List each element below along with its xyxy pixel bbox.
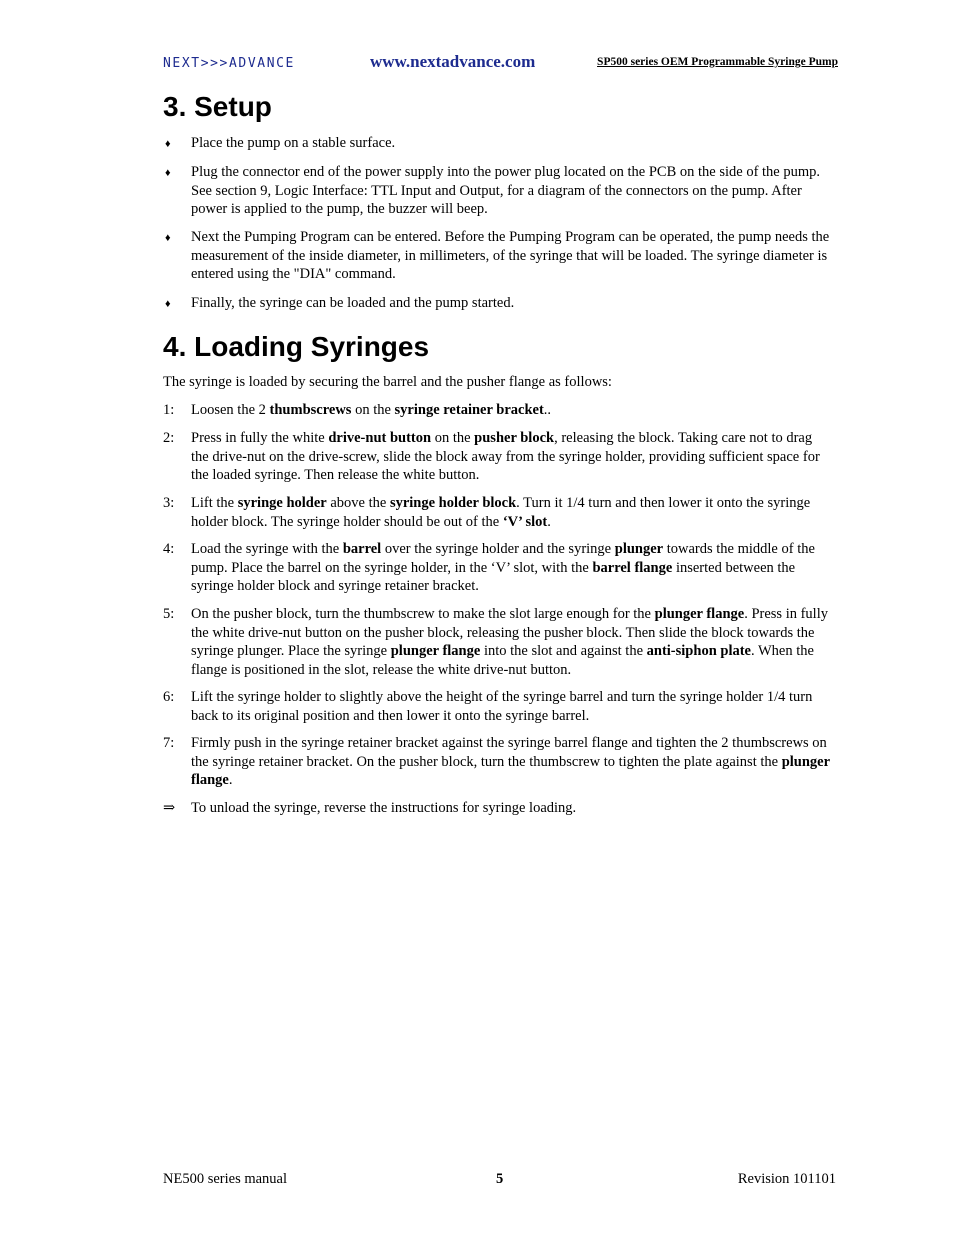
step-text bbox=[191, 494, 833, 531]
step-text bbox=[191, 734, 833, 790]
step-text-run: , releasing the block. Taking care not to drag the drive-nut on the drive-screw, slide the block away from the syringe holder, providing sufficient space for the loaded syringe. Then release the white button. bbox=[191, 430, 820, 483]
loading-step bbox=[163, 605, 833, 679]
footer-manual-title: NE500 series manual bbox=[163, 1171, 288, 1187]
step-text bbox=[191, 605, 833, 679]
setup-item-text: Next the Pumping Program can be entered. Before the Pumping Program can be operated, the pump needs the measurement of the inside diameter, in millimeters, of the syringe that will be loaded. The syringe diameter is entered using the "DIA" command. bbox=[191, 229, 830, 282]
step-text-run: inserted between the syringe holder block and syringe retainer bracket. bbox=[191, 559, 796, 594]
step-text bbox=[191, 401, 833, 420]
step-text-run: Lift the bbox=[191, 495, 238, 511]
step-text-run: on the bbox=[351, 402, 395, 418]
bold-term: drive-nut button bbox=[328, 430, 432, 446]
loading-step bbox=[163, 540, 833, 596]
loading-step bbox=[163, 734, 833, 790]
step-number: 6: bbox=[163, 689, 175, 705]
step-text-run: above the bbox=[326, 495, 390, 511]
setup-item-text: Plug the connector end of the power supply into the power plug located on the PCB on the side of the pump. See section 9, Logic Interface: TTL Input and Output, for a diagram of the connectors on the pump. After power is applied to the pump, the buzzer will beep. bbox=[191, 164, 821, 217]
bold-term: barrel flange bbox=[592, 559, 673, 576]
bold-term: plunger flange bbox=[390, 643, 481, 659]
step-text-run: . When the flange is positioned in the slot, release the white drive-nut button. bbox=[191, 643, 814, 678]
unload-note bbox=[163, 799, 833, 818]
step-text bbox=[191, 429, 833, 485]
unload-note-text: To unload the syringe, reverse the instructions for syringe loading. bbox=[191, 800, 577, 816]
bold-term: ‘V’ slot bbox=[502, 513, 548, 530]
step-text-run: . Press in fully the white drive-nut button on the pusher block, releasing the pusher block. Then slide the block towards the syringe plunger. Place the syringe bbox=[191, 606, 828, 659]
page-header bbox=[163, 52, 838, 74]
setup-item-text: Finally, the syringe can be loaded and the pump started. bbox=[191, 295, 515, 311]
bold-term: thumbscrews bbox=[269, 402, 352, 418]
step-text-run: . Turn it 1/4 turn and then lower it onto the syringe holder block. The syringe holder should be out of the bbox=[191, 495, 811, 530]
step-text-run: .. bbox=[543, 402, 552, 418]
step-number: 4: bbox=[163, 541, 175, 557]
bold-term: barrel bbox=[342, 541, 382, 557]
step-text-run: . bbox=[547, 513, 551, 530]
step-text-run: Load the syringe with the bbox=[191, 541, 343, 557]
step-text-run: towards the middle of the pump. Place the barrel on the syringe holder, in the ‘V’ slot, with the bbox=[191, 541, 815, 576]
section-title-loading-syringes: 4. Loading Syringes bbox=[163, 331, 430, 362]
product-title: SP500 series OEM Programmable Syringe Pump bbox=[597, 56, 838, 68]
setup-item bbox=[163, 134, 833, 153]
step-text-run: Loosen the 2 bbox=[191, 402, 270, 418]
website-link[interactable]: www.nextadvance.com bbox=[370, 52, 536, 71]
bold-term: plunger bbox=[614, 541, 664, 557]
bold-term: syringe holder bbox=[237, 495, 327, 511]
setup-item bbox=[163, 228, 833, 284]
section-title-setup: 3. Setup bbox=[163, 91, 272, 122]
step-text-run: Lift the syringe holder to slightly above the height of the syringe barrel and turn the syringe holder 1/4 turn back to its original position and then lower it onto the syringe barrel. bbox=[191, 689, 813, 724]
bold-term: plunger flange bbox=[191, 753, 830, 788]
step-text-run: Firmly push in the syringe retainer bracket against the syringe barrel flange and tighten the 2 thumbscrews on the syringe retainer bracket. On the pusher block, turn the thumbscrew to tighten the plate against the bbox=[191, 735, 827, 770]
loading-step bbox=[163, 494, 833, 531]
step-text-run: On the pusher block, turn the thumbscrew to make the slot large enough for the bbox=[191, 606, 655, 622]
loading-step bbox=[163, 401, 833, 420]
company-logo: NEXT>>>ADVANCE bbox=[163, 56, 295, 71]
step-text-run: into the slot and against the bbox=[480, 643, 647, 659]
loading-step bbox=[163, 688, 833, 725]
bullet-marker: ♦ bbox=[165, 167, 171, 179]
bullet-marker: ♦ bbox=[165, 232, 171, 244]
setup-item bbox=[163, 163, 833, 219]
step-number: 7: bbox=[163, 735, 175, 751]
step-text-run: over the syringe holder and the syringe bbox=[381, 541, 615, 557]
step-number: 5: bbox=[163, 606, 175, 622]
step-number: 3: bbox=[163, 495, 175, 511]
step-text-run: on the bbox=[431, 430, 475, 446]
step-text bbox=[191, 540, 833, 596]
page-footer bbox=[163, 1171, 836, 1191]
step-text-run: Press in fully the white bbox=[191, 430, 329, 446]
bullet-marker: ♦ bbox=[165, 298, 171, 310]
loading-step bbox=[163, 429, 833, 485]
footer-revision: Revision 101101 bbox=[737, 1171, 836, 1187]
step-text-run: . bbox=[228, 772, 233, 788]
bold-term: syringe holder block bbox=[389, 495, 517, 511]
bold-term: syringe retainer bracket bbox=[394, 402, 544, 418]
bold-term: plunger flange bbox=[654, 606, 745, 622]
bullet-marker: ♦ bbox=[165, 138, 171, 150]
loading-intro: The syringe is loaded by securing the barrel and the pusher flange as follows: bbox=[163, 374, 612, 390]
setup-item-text: Place the pump on a stable surface. bbox=[191, 135, 396, 151]
step-number: 2: bbox=[163, 430, 175, 446]
page-number: 5 bbox=[496, 1171, 504, 1187]
bold-term: anti-siphon plate bbox=[646, 643, 751, 659]
step-text bbox=[191, 688, 833, 725]
step-number: 1: bbox=[163, 402, 175, 418]
bold-term: pusher block bbox=[474, 430, 555, 446]
setup-item bbox=[163, 294, 833, 313]
arrow-icon: ⇒ bbox=[163, 800, 176, 816]
